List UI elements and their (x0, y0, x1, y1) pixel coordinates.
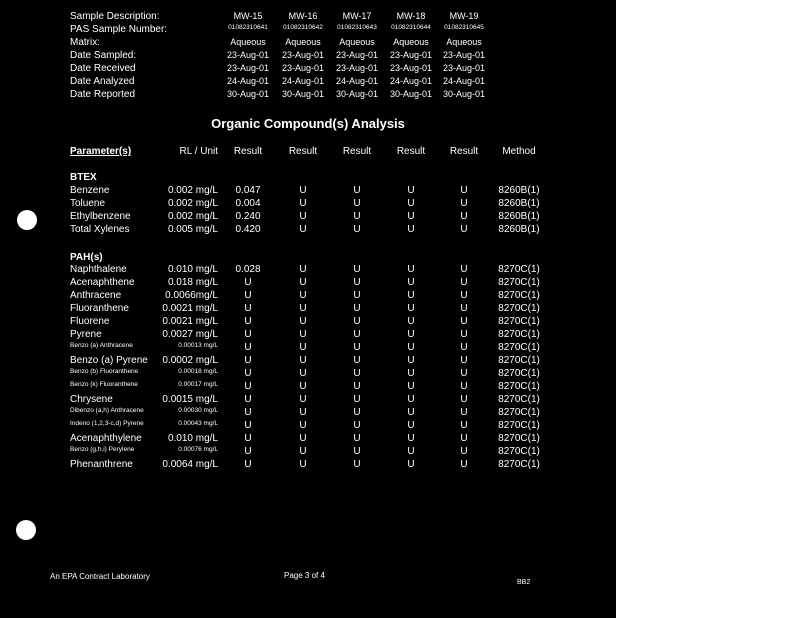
result-value: U (353, 290, 361, 301)
result-value: U (299, 420, 307, 431)
result-value: U (460, 355, 468, 366)
table-row (0, 264, 616, 277)
result-value: U (407, 407, 415, 418)
result-value: U (460, 459, 468, 470)
result-value: U (299, 211, 307, 222)
header-method: Method (502, 146, 536, 157)
reporting-limit: 0.00013 mg/L (178, 342, 218, 349)
table-row (0, 420, 616, 433)
header-value: 30-Aug-01 (226, 89, 270, 99)
parameter-name: Acenaphthene (70, 277, 135, 288)
result-value: U (353, 264, 361, 275)
result-value: U (244, 290, 252, 301)
method: 8270C(1) (498, 329, 540, 340)
method: 8270C(1) (498, 342, 540, 353)
result-value: U (460, 185, 468, 196)
header-label: Date Reported (70, 89, 136, 100)
result-value: U (460, 211, 468, 222)
method: 8270C(1) (498, 381, 540, 392)
header-value: 23-Aug-01 (281, 63, 325, 73)
header-value: 23-Aug-01 (389, 50, 433, 60)
header-value: 01082310641 (228, 24, 268, 31)
header-label: Date Sampled: (70, 50, 137, 61)
parameter-name: Phenanthrene (70, 459, 133, 470)
result-value: U (460, 446, 468, 457)
reporting-limit: 0.018 mg/L (167, 277, 218, 288)
table-row (0, 446, 616, 459)
result-value: U (299, 329, 307, 340)
header-value: 23-Aug-01 (335, 63, 379, 73)
parameter-name: Toluene (70, 198, 106, 209)
result-value: U (460, 277, 468, 288)
result-value: U (353, 198, 361, 209)
reporting-limit: 0.00030 mg/L (178, 407, 218, 414)
result-value: U (407, 185, 415, 196)
header-value: MW-19 (449, 11, 479, 21)
method: 8260B(1) (498, 224, 540, 235)
method: 8270C(1) (498, 277, 540, 288)
table-row (0, 459, 616, 472)
reporting-limit: 0.002 mg/L (167, 185, 218, 196)
result-value: U (299, 407, 307, 418)
result-value: U (460, 433, 468, 444)
parameter-name: Pyrene (70, 329, 102, 340)
header-label: PAS Sample Number: (70, 24, 168, 35)
reporting-limit: 0.0002 mg/L (162, 355, 218, 366)
footer-page-number: Page 3 of 4 (284, 571, 325, 580)
header-value: 24-Aug-01 (335, 76, 379, 86)
table-row (0, 329, 616, 342)
header-value: 23-Aug-01 (442, 63, 486, 73)
reporting-limit: 0.0066mg/L (165, 290, 218, 301)
result-value: U (353, 459, 361, 470)
result-value: U (353, 303, 361, 314)
parameter-name: Benzo (k) Fluoranthene (70, 381, 138, 388)
parameter-name: Anthracene (70, 290, 122, 301)
result-value: U (460, 381, 468, 392)
result-value: U (299, 303, 307, 314)
header-row-analyzed (0, 76, 616, 89)
table-row (0, 368, 616, 381)
header-label: Date Received (70, 63, 136, 74)
reporting-limit: 0.010 mg/L (167, 433, 218, 444)
result-value: U (244, 446, 252, 457)
result-value: U (407, 329, 415, 340)
parameter-name: Benzo (g,h,i) Perylene (70, 446, 135, 453)
header-value: 30-Aug-01 (335, 89, 379, 99)
result-value: U (407, 277, 415, 288)
result-value: U (353, 329, 361, 340)
parameter-name: Benzo (a) Pyrene (70, 355, 148, 366)
footer-initials: BB2 (517, 579, 531, 586)
header-row-matrix (0, 37, 616, 50)
result-value: 0.420 (235, 224, 261, 235)
binder-hole-bottom (16, 520, 36, 540)
result-value: U (299, 264, 307, 275)
header-result-4: Result (396, 146, 426, 157)
header-value: 23-Aug-01 (389, 63, 433, 73)
table-row (0, 303, 616, 316)
result-value: U (407, 198, 415, 209)
result-value: U (407, 264, 415, 275)
table-row (0, 290, 616, 303)
reporting-limit: 0.0021 mg/L (162, 303, 218, 314)
table-row (0, 316, 616, 329)
header-label: Date Analyzed (70, 76, 135, 87)
result-value: U (299, 355, 307, 366)
header-value: 30-Aug-01 (389, 89, 433, 99)
reporting-limit: 0.0027 mg/L (162, 329, 218, 340)
result-value: U (407, 303, 415, 314)
result-value: U (353, 407, 361, 418)
result-value: U (353, 394, 361, 405)
result-value: U (407, 355, 415, 366)
result-value: U (353, 185, 361, 196)
table-row (0, 198, 616, 211)
reporting-limit: 0.002 mg/L (167, 198, 218, 209)
result-value: U (299, 316, 307, 327)
table-row (0, 211, 616, 224)
result-value: U (460, 368, 468, 379)
method: 8270C(1) (498, 316, 540, 327)
table-row (0, 407, 616, 420)
result-value: U (299, 198, 307, 209)
result-value: U (244, 355, 252, 366)
result-value: U (244, 342, 252, 353)
header-value: Aqueous (230, 37, 266, 47)
result-value: U (460, 342, 468, 353)
method: 8270C(1) (498, 394, 540, 405)
table-row (0, 381, 616, 394)
result-value: U (353, 342, 361, 353)
header-parameter: Parameter(s) (70, 146, 132, 157)
reporting-limit: 0.010 mg/L (167, 264, 218, 275)
method: 8260B(1) (498, 185, 540, 196)
table-row (0, 277, 616, 290)
result-value: U (460, 316, 468, 327)
method: 8270C(1) (498, 407, 540, 418)
section-btex: BTEX (70, 172, 97, 183)
result-value: U (460, 290, 468, 301)
header-value: 24-Aug-01 (226, 76, 270, 86)
result-value: U (244, 459, 252, 470)
header-value: MW-17 (342, 11, 372, 21)
reporting-limit: 0.00017 mg/L (178, 381, 218, 388)
table-row (0, 342, 616, 355)
result-value: U (407, 446, 415, 457)
header-result-1: Result (233, 146, 263, 157)
result-value: U (299, 433, 307, 444)
header-value: 23-Aug-01 (281, 50, 325, 60)
header-value: 24-Aug-01 (281, 76, 325, 86)
reporting-limit: 0.00043 mg/L (178, 420, 218, 427)
result-value: U (244, 394, 252, 405)
parameter-name: Fluoranthene (70, 303, 129, 314)
method: 8270C(1) (498, 290, 540, 301)
result-value: U (244, 303, 252, 314)
section-pah: PAH(s) (70, 252, 103, 263)
table-row (0, 224, 616, 237)
header-value: 01082310642 (283, 24, 323, 31)
result-value: 0.047 (235, 185, 261, 196)
result-value: U (299, 381, 307, 392)
parameter-name: Indeno (1,2,3-c,d) Pyrene (70, 420, 144, 427)
result-value: U (407, 342, 415, 353)
method: 8270C(1) (498, 303, 540, 314)
footer-lab: An EPA Contract Laboratory (50, 572, 150, 581)
header-value: Aqueous (446, 37, 482, 47)
method: 8270C(1) (498, 368, 540, 379)
parameter-name: Acenaphthylene (70, 433, 142, 444)
header-value: 01082310643 (337, 24, 377, 31)
header-value: 01082310645 (444, 24, 484, 31)
result-value: U (407, 420, 415, 431)
parameter-name: Ethylbenzene (70, 211, 131, 222)
result-value: U (460, 420, 468, 431)
result-value: U (460, 224, 468, 235)
reporting-limit: 0.0015 mg/L (162, 394, 218, 405)
reporting-limit: 0.002 mg/L (167, 211, 218, 222)
method: 8270C(1) (498, 355, 540, 366)
table-row (0, 433, 616, 446)
result-value: U (353, 381, 361, 392)
result-value: U (353, 433, 361, 444)
result-value: U (244, 368, 252, 379)
reporting-limit: 0.005 mg/L (167, 224, 218, 235)
result-value: U (244, 433, 252, 444)
result-value: U (407, 433, 415, 444)
header-row-sampled (0, 50, 616, 63)
result-value: U (407, 224, 415, 235)
result-value: 0.240 (235, 211, 261, 222)
result-value: U (460, 329, 468, 340)
method: 8270C(1) (498, 264, 540, 275)
table-row (0, 355, 616, 368)
header-value: 24-Aug-01 (442, 76, 486, 86)
parameter-name: Benzene (70, 185, 110, 196)
header-row-reported (0, 89, 616, 102)
result-value: U (299, 459, 307, 470)
result-value: U (353, 277, 361, 288)
result-value: U (353, 316, 361, 327)
reporting-limit: 0.0021 mg/L (162, 316, 218, 327)
reporting-limit: 0.00018 mg/L (178, 368, 218, 375)
result-value: U (299, 185, 307, 196)
result-value: U (460, 394, 468, 405)
result-value: U (244, 329, 252, 340)
result-value: U (407, 394, 415, 405)
result-value: U (299, 368, 307, 379)
parameter-name: Fluorene (70, 316, 110, 327)
result-value: 0.004 (235, 198, 261, 209)
result-value: U (460, 264, 468, 275)
result-value: U (353, 368, 361, 379)
result-value: U (407, 368, 415, 379)
header-value: 23-Aug-01 (442, 50, 486, 60)
header-value: 23-Aug-01 (335, 50, 379, 60)
header-value: MW-15 (233, 11, 263, 21)
header-value: 23-Aug-01 (226, 50, 270, 60)
result-value: U (299, 224, 307, 235)
header-value: MW-16 (288, 11, 318, 21)
header-rl-unit: RL / Unit (179, 146, 218, 157)
header-row-description (0, 11, 616, 24)
result-value: U (299, 342, 307, 353)
result-value: U (244, 420, 252, 431)
result-value: U (299, 290, 307, 301)
result-value: U (407, 211, 415, 222)
result-value: U (244, 316, 252, 327)
header-value: 30-Aug-01 (281, 89, 325, 99)
result-value: U (244, 381, 252, 392)
result-value: U (407, 316, 415, 327)
header-value: 30-Aug-01 (442, 89, 486, 99)
result-value: U (460, 303, 468, 314)
result-value: U (407, 290, 415, 301)
method: 8270C(1) (498, 459, 540, 470)
result-value: U (353, 420, 361, 431)
header-label: Matrix: (70, 37, 100, 48)
result-value: U (244, 407, 252, 418)
result-value: U (407, 459, 415, 470)
header-value: Aqueous (285, 37, 321, 47)
result-value: U (299, 277, 307, 288)
method: 8260B(1) (498, 198, 540, 209)
parameter-name: Benzo (a) Anthracene (70, 342, 133, 349)
parameter-name: Dibenzo (a,h) Anthracene (70, 407, 144, 414)
result-value: U (353, 355, 361, 366)
result-value: U (407, 381, 415, 392)
header-value: Aqueous (339, 37, 375, 47)
header-result-2: Result (288, 146, 318, 157)
report-title: Organic Compound(s) Analysis (211, 116, 405, 131)
reporting-limit: 0.0064 mg/L (162, 459, 218, 470)
result-value: U (244, 277, 252, 288)
header-value: 23-Aug-01 (226, 63, 270, 73)
header-result-3: Result (342, 146, 372, 157)
parameter-name: Naphthalene (70, 264, 127, 275)
result-value: U (299, 446, 307, 457)
header-value: 01082310644 (391, 24, 431, 31)
result-value: U (353, 224, 361, 235)
header-result-5: Result (449, 146, 479, 157)
method: 8270C(1) (498, 420, 540, 431)
method: 8270C(1) (498, 433, 540, 444)
result-value: 0.028 (235, 264, 261, 275)
reporting-limit: 0.00076 mg/L (178, 446, 218, 453)
table-row (0, 394, 616, 407)
parameter-name: Benzo (b) Fluoranthene (70, 368, 139, 375)
table-row (0, 185, 616, 198)
header-label: Sample Description: (70, 11, 160, 22)
header-value: MW-18 (396, 11, 426, 21)
header-value: Aqueous (393, 37, 429, 47)
result-value: U (460, 407, 468, 418)
header-row-sample-number (0, 24, 616, 37)
parameter-name: Total Xylenes (70, 224, 130, 235)
result-value: U (460, 198, 468, 209)
header-row-received (0, 63, 616, 76)
result-value: U (353, 446, 361, 457)
method: 8270C(1) (498, 446, 540, 457)
result-value: U (299, 394, 307, 405)
header-value: 24-Aug-01 (389, 76, 433, 86)
method: 8260B(1) (498, 211, 540, 222)
result-value: U (353, 211, 361, 222)
parameter-name: Chrysene (70, 394, 113, 405)
